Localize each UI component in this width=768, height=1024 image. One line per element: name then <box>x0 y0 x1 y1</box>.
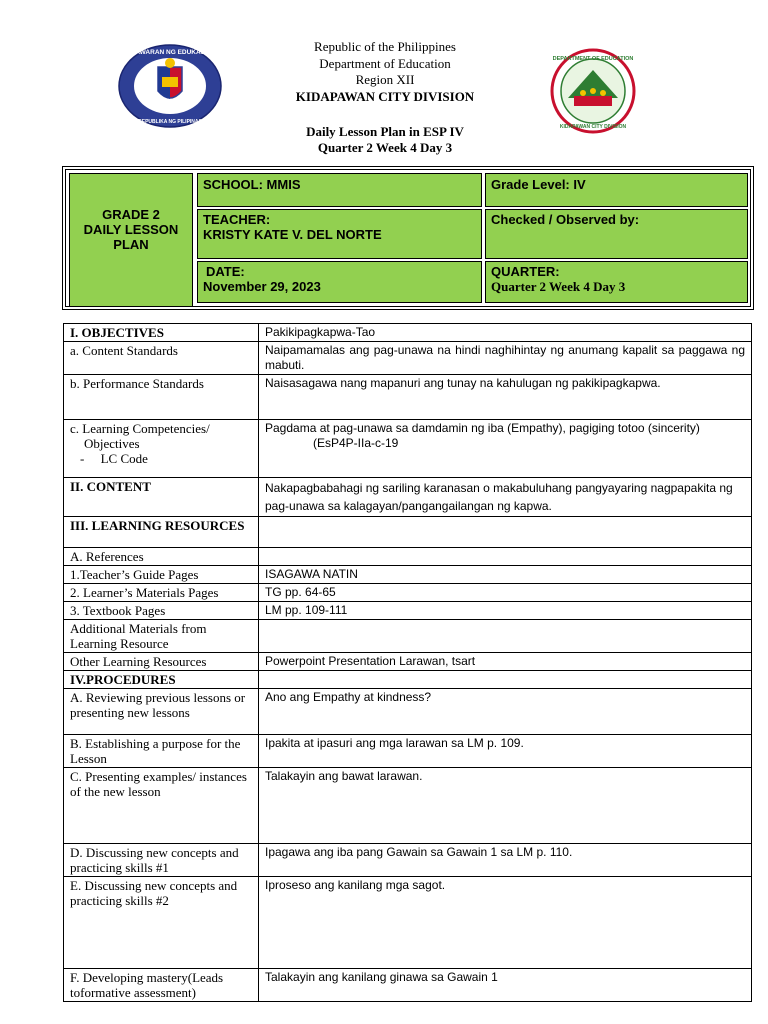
table-row <box>64 877 752 969</box>
table-row <box>64 548 752 566</box>
table-row <box>64 969 752 1002</box>
table-row <box>64 735 752 768</box>
other-resources-value: Powerpoint Presentation Larawan, tsart <box>259 653 752 671</box>
plan-title-subject: Daily Lesson Plan in ESP IV <box>306 124 464 139</box>
letterhead-republic: Republic of the Philippines <box>314 39 456 54</box>
table-row <box>64 566 752 584</box>
tg-pages-value: ISAGAWA NATIN <box>259 566 752 584</box>
references-value <box>259 548 752 566</box>
textbook-pages-label: 3. Textbook Pages <box>64 602 259 620</box>
deped-seal-left <box>117 43 223 129</box>
letterhead-division: KIDAPAWAN CITY DIVISION <box>295 88 475 104</box>
table-row <box>64 584 752 602</box>
date-cell <box>197 261 482 303</box>
division-seal-icon <box>550 48 636 134</box>
objectives-label: I. OBJECTIVES <box>64 324 259 342</box>
table-row <box>64 342 752 375</box>
content-standards-label: a. Content Standards <box>64 342 259 375</box>
other-resources-label: Other Learning Resources <box>64 653 259 671</box>
competencies-value-line2: (EsP4P-IIa-c-19 <box>313 436 399 450</box>
content-standards-value: Naipamamalas ang pag-unawa na hindi naghihintay ng anumang kapalit sa paggawa ng mabuti. <box>259 342 752 375</box>
table-row <box>64 602 752 620</box>
performance-standards-value: Naisasagawa nang mapanuri ang tunay na kahulugan ng pakikipagkapwa. <box>259 375 752 420</box>
procedure-c-value: Talakayin ang bawat larawan. <box>259 768 752 844</box>
date-value: November 29, 2023 <box>203 279 321 294</box>
plan-title-quarter: Quarter 2 Week 4 Day 3 <box>317 140 453 155</box>
procedure-a-label: A. Reviewing previous lessons or presenting new lessons <box>64 689 259 735</box>
competencies-value <box>259 420 752 478</box>
lm-pages-label: 2. Learner’s Materials Pages <box>64 584 259 602</box>
content-value: Nakapagbabahagi ng sariling karanasan o makabuluhang pangyayaring nagpapakita ng pag-unawa sa kalagayan/pangangailangan ng kapwa. <box>259 478 752 517</box>
grade-label: GRADE 2 <box>102 206 160 222</box>
seal-left-bottom-text: REPUBLIKA NG PILIPINAS <box>138 119 202 125</box>
checked-cell <box>485 209 748 259</box>
school-value: SCHOOL: MMIS <box>203 177 301 192</box>
grade-plan-cell <box>69 173 193 307</box>
table-row <box>64 689 752 735</box>
objectives-value: Pakikipagkapwa-Tao <box>259 324 752 342</box>
daily-lesson-label: DAILY LESSON <box>83 221 179 237</box>
table-row <box>64 768 752 844</box>
performance-standards-label: b. Performance Standards <box>64 375 259 420</box>
procedures-label: IV.PROCEDURES <box>64 671 259 689</box>
procedure-d-value: Ipagawa ang iba pang Gawain sa Gawain 1 sa LM p. 110. <box>259 844 752 877</box>
teacher-label: TEACHER: <box>203 212 271 227</box>
procedure-d-label: D. Discussing new concepts and practicing skills #1 <box>64 844 259 877</box>
procedure-b-value: Ipakita at ipasuri ang mga larawan sa LM p. 109. <box>259 735 752 768</box>
quarter-label: QUARTER: <box>491 264 560 279</box>
info-table <box>62 166 754 310</box>
seal-right-bottom-text: KIDAPAWAN CITY DIVISION <box>559 124 627 130</box>
plan-title <box>230 124 540 156</box>
table-row <box>64 653 752 671</box>
plan-label: PLAN <box>113 236 149 252</box>
procedure-b-label: B. Establishing a purpose for the Lesson <box>64 735 259 768</box>
procedure-a-value: Ano ang Empathy at kindness? <box>259 689 752 735</box>
grade-level-cell <box>485 173 748 207</box>
references-label: A. References <box>64 548 259 566</box>
grade-level-value: Grade Level: IV <box>491 177 586 192</box>
seal-left-text: KAGAWARAN NG EDUKASYON <box>120 49 220 56</box>
table-row <box>64 420 752 478</box>
learning-resources-value <box>259 517 752 548</box>
letterhead-region: Region XII <box>355 72 415 87</box>
additional-materials-value <box>259 620 752 653</box>
procedure-e-value: Iproseso ang kanilang mga sagot. <box>259 877 752 969</box>
textbook-pages-value: LM pp. 109-111 <box>259 602 752 620</box>
teacher-cell <box>197 209 482 259</box>
table-row <box>64 671 752 689</box>
competencies-label <box>64 420 259 478</box>
table-row <box>64 620 752 653</box>
tg-pages-label: 1.Teacher’s Guide Pages <box>64 566 259 584</box>
table-row <box>64 375 752 420</box>
letterhead-department: Department of Education <box>319 55 451 71</box>
competencies-label-line2: Objectives <box>84 436 140 451</box>
date-label: DATE: <box>206 264 245 279</box>
table-row <box>64 844 752 877</box>
procedures-value <box>259 671 752 689</box>
competencies-label-line3: - LC Code <box>80 451 148 466</box>
competencies-value-line1: Pagdama at pag-unawa sa damdamin ng iba (Empathy), pagiging totoo (sincerity) <box>265 421 700 435</box>
deped-seal-icon <box>117 43 223 129</box>
table-row <box>64 478 752 517</box>
procedure-f-label: F. Developing mastery(Leads toformative assessment) <box>64 969 259 1002</box>
additional-materials-label: Additional Materials from Learning Resource <box>64 620 259 653</box>
quarter-cell <box>485 261 748 303</box>
procedure-f-value: Talakayin ang kanilang ginawa sa Gawain 1 <box>259 969 752 1002</box>
school-cell <box>197 173 482 207</box>
table-row <box>64 324 752 342</box>
competencies-label-line1: c. Learning Competencies/ <box>70 421 210 436</box>
teacher-name: KRISTY KATE V. DEL NORTE <box>203 227 382 242</box>
quarter-value: Quarter 2 Week 4 Day 3 <box>491 279 626 294</box>
table-row <box>64 517 752 548</box>
content-label: II. CONTENT <box>64 478 259 517</box>
letterhead <box>230 39 540 105</box>
procedure-e-label: E. Discussing new concepts and practicing skills #2 <box>64 877 259 969</box>
lesson-plan-table <box>63 323 752 1002</box>
learning-resources-label: III. LEARNING RESOURCES <box>64 517 259 548</box>
seal-right-text: DEPARTMENT OF EDUCATION <box>552 56 634 62</box>
checked-label: Checked / Observed by: <box>491 212 640 227</box>
procedure-c-label: C. Presenting examples/ instances of the new lesson <box>64 768 259 844</box>
division-seal-right <box>550 48 636 134</box>
lm-pages-value: TG pp. 64-65 <box>259 584 752 602</box>
